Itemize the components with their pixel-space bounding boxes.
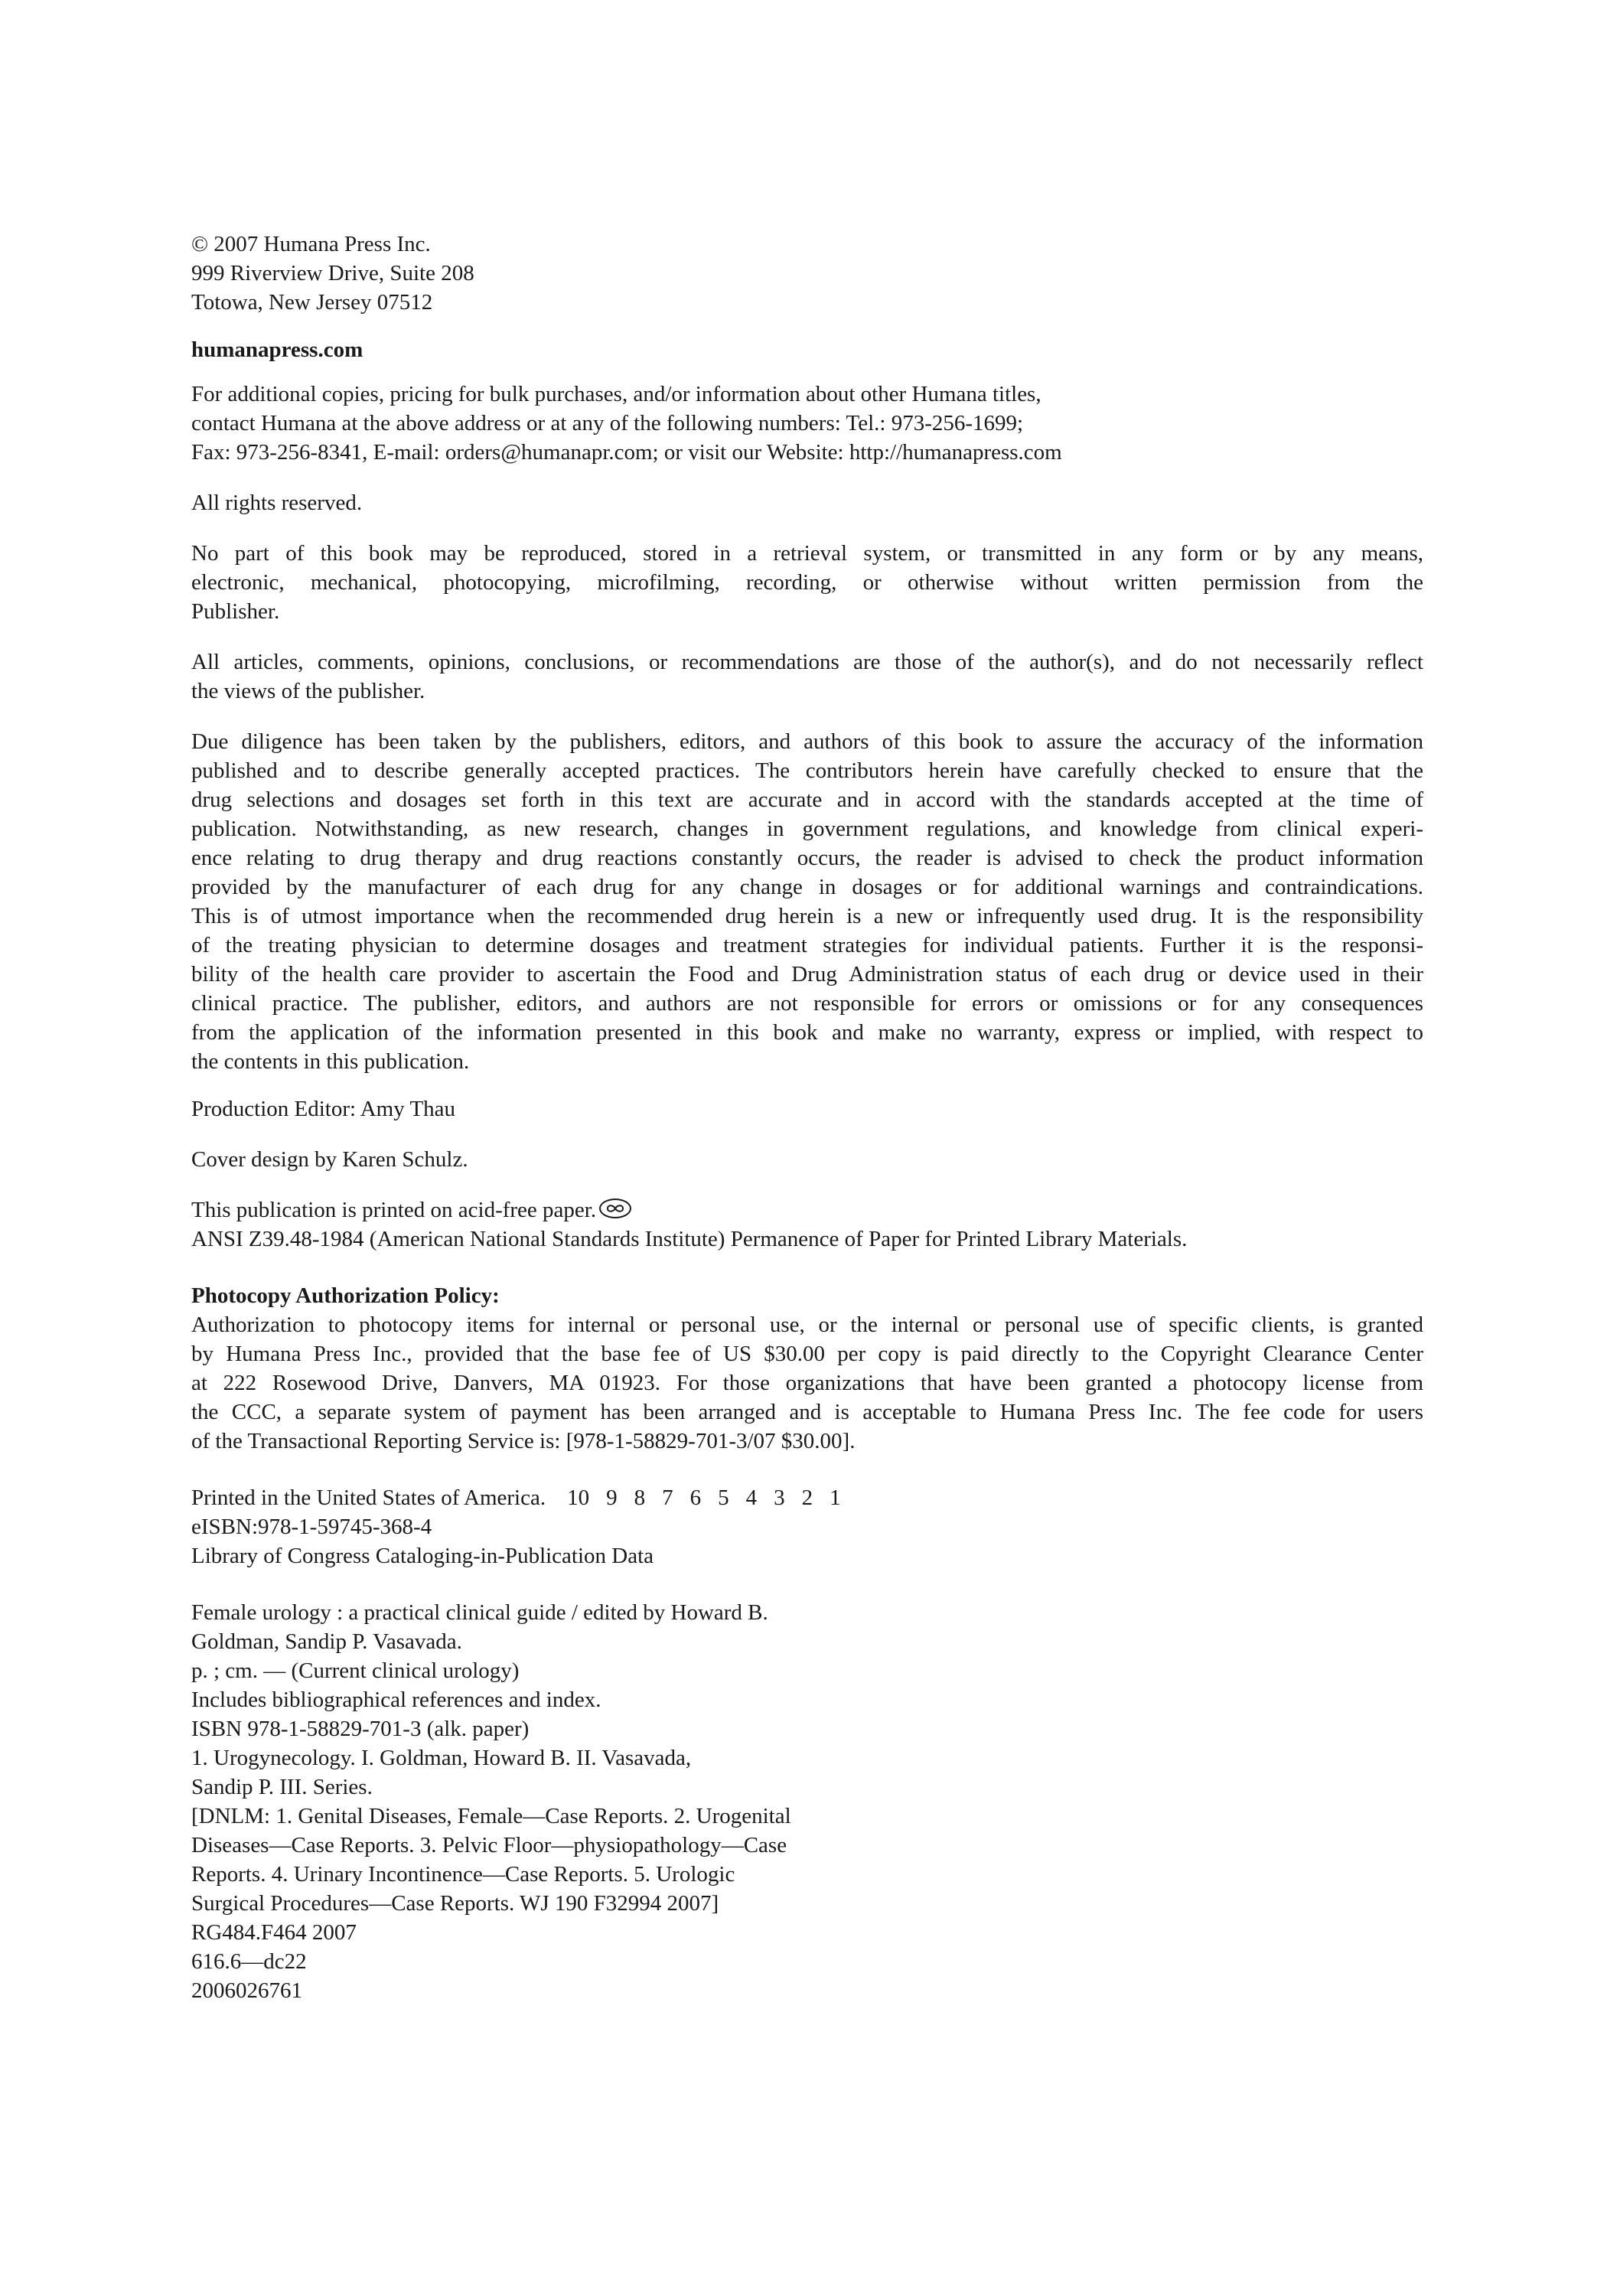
- cip-data: [191, 1598, 1423, 2005]
- publisher-address: [191, 230, 1423, 317]
- photocopy-line: at 222 Rosewood Drive, Danvers, MA 01923. For those organizations that have been granted a photocopy license from: [191, 1371, 1423, 1395]
- cip-line: [DNLM: 1. Genital Diseases, Female—Case Reports. 2. Urogenital: [191, 1804, 791, 1828]
- diligence-line: provided by the manufacturer of each drug for any change in dosages or for additional warnings and contraindications.: [191, 875, 1423, 899]
- photocopy-line: Authorization to photocopy items for internal or personal use, or the internal or personal use of specific clients, is granted: [191, 1313, 1423, 1337]
- cip-line: Surgical Procedures—Case Reports. WJ 190 F32994 2007]: [191, 1891, 719, 1916]
- printed-in-line: [191, 1483, 1423, 1512]
- paper-note-line-1: [191, 1195, 1423, 1225]
- photocopy-policy: [191, 1281, 1423, 1456]
- diligence-line: from the application of the information presented in this book and make no warranty, express or implied, with respect to: [191, 1020, 1423, 1045]
- print-digit: 1: [830, 1486, 841, 1510]
- rights-statement: All rights reserved.: [191, 491, 363, 515]
- diligence-line: Due diligence has been taken by the publishers, editors, and authors of this book to assure the accuracy of the information: [191, 729, 1423, 754]
- contact-line: For additional copies, pricing for bulk purchases, and/or information about other Humana titles,: [191, 382, 1041, 406]
- address-line-2: Totowa, New Jersey 07512: [191, 290, 433, 315]
- cip-line: Goldman, Sandip P. Vasavada.: [191, 1629, 462, 1654]
- eisbn-line: eISBN:978-1-59745-368-4: [191, 1515, 432, 1539]
- copyright-line: © 2007 Humana Press Inc.: [191, 232, 431, 256]
- address-line-1: 999 Riverview Drive, Suite 208: [191, 261, 474, 285]
- photocopy-line: the CCC, a separate system of payment has been arranged and is acceptable to Humana Press Inc. The fee code for users: [191, 1400, 1423, 1424]
- photocopy-heading: Photocopy Authorization Policy:: [191, 1283, 500, 1308]
- cip-line: 2006026761: [191, 1978, 302, 2003]
- no-part-line: No part of this book may be reproduced, stored in a retrieval system, or transmitted in any form or by any means,: [191, 541, 1423, 566]
- cover-design: Cover design by Karen Schulz.: [191, 1147, 468, 1172]
- no-part-line: electronic, mechanical, photocopying, microfilming, recording, or otherwise without written permission from the: [191, 570, 1423, 595]
- print-digit: 8: [634, 1486, 646, 1510]
- loc-header: Library of Congress Cataloging-in-Publication Data: [191, 1544, 654, 1568]
- cip-line: Sandip P. III. Series.: [191, 1775, 373, 1799]
- website-heading: humanapress.com: [191, 338, 363, 362]
- opinions-line: the views of the publisher.: [191, 679, 425, 703]
- contact-line: Fax: 973-256-8341, E-mail: orders@humanapr.com; or visit our Website: http://humanapress.com: [191, 440, 1062, 465]
- diligence-line: drug selections and dosages set forth in this text are accurate and in accord with the standards accepted at the time of: [191, 788, 1423, 812]
- infinity-circle-icon: [599, 1199, 631, 1218]
- print-digit: 9: [606, 1486, 618, 1510]
- paper-note: [191, 1195, 1423, 1254]
- paper-note-line-2: ANSI Z39.48-1984 (American National Standards Institute) Permanence of Paper for Printed Library Materials.: [191, 1227, 1188, 1251]
- diligence-line: clinical practice. The publisher, editors, and authors are not responsible for errors or omissions or for any consequences: [191, 991, 1423, 1016]
- cip-line: Female urology : a practical clinical guide / edited by Howard B.: [191, 1600, 768, 1625]
- print-digit: 2: [801, 1486, 813, 1510]
- cip-line: ISBN 978-1-58829-701-3 (alk. paper): [191, 1717, 530, 1741]
- printed-in-text: Printed in the United States of America.: [191, 1486, 546, 1510]
- contact-paragraph: [191, 380, 1423, 467]
- cip-line: 616.6—dc22: [191, 1949, 307, 1974]
- cip-line: RG484.F464 2007: [191, 1920, 357, 1945]
- no-part-paragraph: [191, 539, 1423, 626]
- acid-free-text: This publication is printed on acid-free paper.: [191, 1198, 597, 1222]
- cip-line: 1. Urogynecology. I. Goldman, Howard B. II. Vasavada,: [191, 1746, 692, 1770]
- no-part-line: Publisher.: [191, 599, 280, 624]
- print-digit: 7: [662, 1486, 673, 1510]
- diligence-line: ence relating to drug therapy and drug reactions constantly occurs, the reader is advised to check the product information: [191, 846, 1423, 870]
- opinions-line: All articles, comments, opinions, conclusions, or recommendations are those of the author(s), and do not necessarily reflect: [191, 650, 1423, 674]
- cip-line: p. ; cm. — (Current clinical urology): [191, 1658, 520, 1683]
- copyright-page: [191, 230, 1423, 2005]
- cip-line: Diseases—Case Reports. 3. Pelvic Floor—physiopathology—Case: [191, 1833, 787, 1857]
- diligence-line: published and to describe generally accepted practices. The contributors herein have carefully checked to ensure that the: [191, 758, 1423, 783]
- diligence-line: publication. Notwithstanding, as new research, changes in government regulations, and knowledge from clinical experi-: [191, 817, 1423, 841]
- diligence-paragraph: [191, 727, 1423, 1076]
- print-line-digits: [567, 1486, 858, 1510]
- print-digit: 5: [718, 1486, 729, 1510]
- print-digit: 3: [774, 1486, 785, 1510]
- diligence-line: bility of the health care provider to ascertain the Food and Drug Administration status of each drug or device used in their: [191, 962, 1423, 987]
- contact-line: contact Humana at the above address or at any of the following numbers: Tel.: 973-256-1699;: [191, 411, 1024, 435]
- print-digit: 6: [689, 1486, 702, 1510]
- printing-info: [191, 1483, 1423, 1570]
- print-digit: 10: [567, 1486, 590, 1510]
- diligence-line: the contents in this publication.: [191, 1049, 470, 1074]
- print-digit: 4: [745, 1486, 758, 1510]
- opinions-paragraph: [191, 647, 1423, 706]
- photocopy-line: by Humana Press Inc., provided that the base fee of US $30.00 per copy is paid directly to the Copyright Clearance Center: [191, 1342, 1423, 1366]
- diligence-line: of the treating physician to determine dosages and treatment strategies for individual patients. Further it is the responsi-: [191, 933, 1423, 957]
- photocopy-line: of the Transactional Reporting Service is: [978-1-58829-701-3/07 $30.00].: [191, 1429, 856, 1453]
- diligence-line: This is of utmost importance when the recommended drug herein is a new or infrequently used drug. It is the responsibility: [191, 904, 1423, 928]
- production-editor: Production Editor: Amy Thau: [191, 1097, 456, 1121]
- cip-line: Includes bibliographical references and index.: [191, 1688, 601, 1712]
- cip-line: Reports. 4. Urinary Incontinence—Case Reports. 5. Urologic: [191, 1862, 735, 1887]
